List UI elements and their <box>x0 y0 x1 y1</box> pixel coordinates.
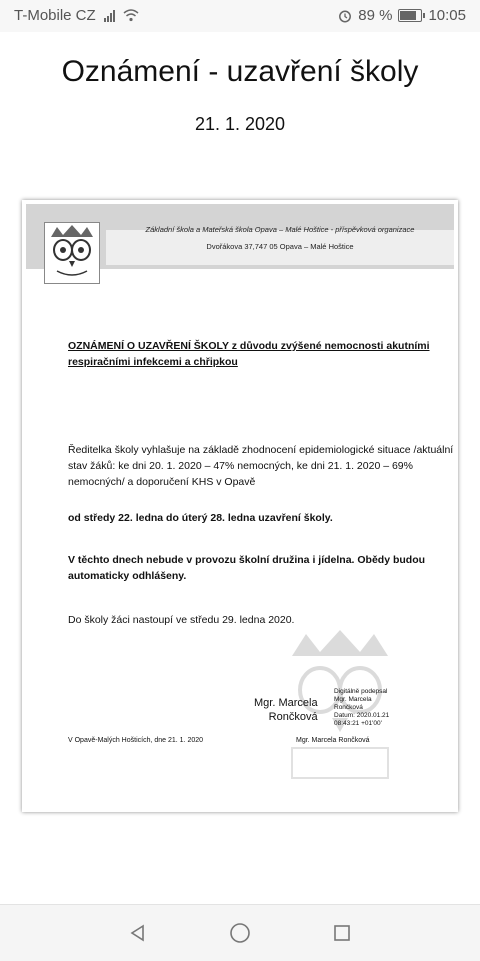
document-heading: OZNÁMENÍ O UZAVŘENÍ ŠKOLY z důvodu zvýšené nemocnosti akutními respiračními infekcemi a chřipkou <box>68 340 430 368</box>
signal-icon <box>104 10 115 22</box>
paragraph-situation: Ředitelka školy vyhlašuje na základě zhodnocení epidemiologické situace /aktuální stav žáků: ke dni 20. 1. 2020 – 47% nemocných, ke dni 21. 1. 2020 – 69% nemocných/ a doporučení KHS v Opavě <box>68 444 454 488</box>
signature-info-line: Datum: 2020.01.21 <box>334 712 390 719</box>
status-right <box>338 7 466 24</box>
page-title: Oznámení - uzavření školy <box>61 55 419 88</box>
document-image <box>22 200 458 812</box>
paragraph-canteen: V těchto dnech nebude v provozu školní družina i jídelna. Obědy budou automaticky odhlášeny. <box>68 554 426 582</box>
carrier-label: T-Mobile CZ <box>14 7 96 24</box>
back-icon[interactable] <box>124 919 152 947</box>
wifi-icon <box>123 9 139 22</box>
signature-info-line: Mgr. Marcela <box>334 696 372 703</box>
digital-signature-info <box>334 688 389 728</box>
signature-caption: Mgr. Marcela Rončková <box>296 737 370 744</box>
signature-info-line: Rončková <box>334 704 363 711</box>
school-logo <box>44 222 100 284</box>
status-left <box>14 7 139 24</box>
recents-icon[interactable] <box>328 919 356 947</box>
battery-icon <box>398 9 422 22</box>
signer-name-line-1: Mgr. Marcela <box>254 697 318 709</box>
alarm-icon <box>338 9 352 23</box>
status-bar <box>0 0 480 32</box>
school-name-line: Základní škola a Mateřská škola Opava – Malé Hoštice - příspěvková organizace <box>145 225 415 234</box>
signature-info-line: 08:43:21 +01'00' <box>334 720 382 727</box>
clock: 10:05 <box>428 7 466 24</box>
place-and-date: V Opavě-Malých Hošticích, dne 21. 1. 2020 <box>68 737 204 744</box>
school-address-line: Dvořákova 37,747 05 Opava – Malé Hoštice <box>206 242 354 251</box>
paragraph-return: Do školy žáci nastoupí ve středu 29. ledna 2020. <box>68 614 295 626</box>
paragraph-closure-dates: od středy 22. ledna do úterý 28. ledna uzavření školy. <box>68 512 333 524</box>
signer-name-line-2: Rončková <box>268 711 318 723</box>
page-date: 21. 1. 2020 <box>194 114 286 134</box>
signer-name <box>254 696 318 724</box>
battery-percent: 89 % <box>358 7 393 24</box>
signature-info-line: Digitálně podepsal <box>334 688 388 695</box>
navigation-bar <box>0 904 480 961</box>
home-icon[interactable] <box>226 919 254 947</box>
